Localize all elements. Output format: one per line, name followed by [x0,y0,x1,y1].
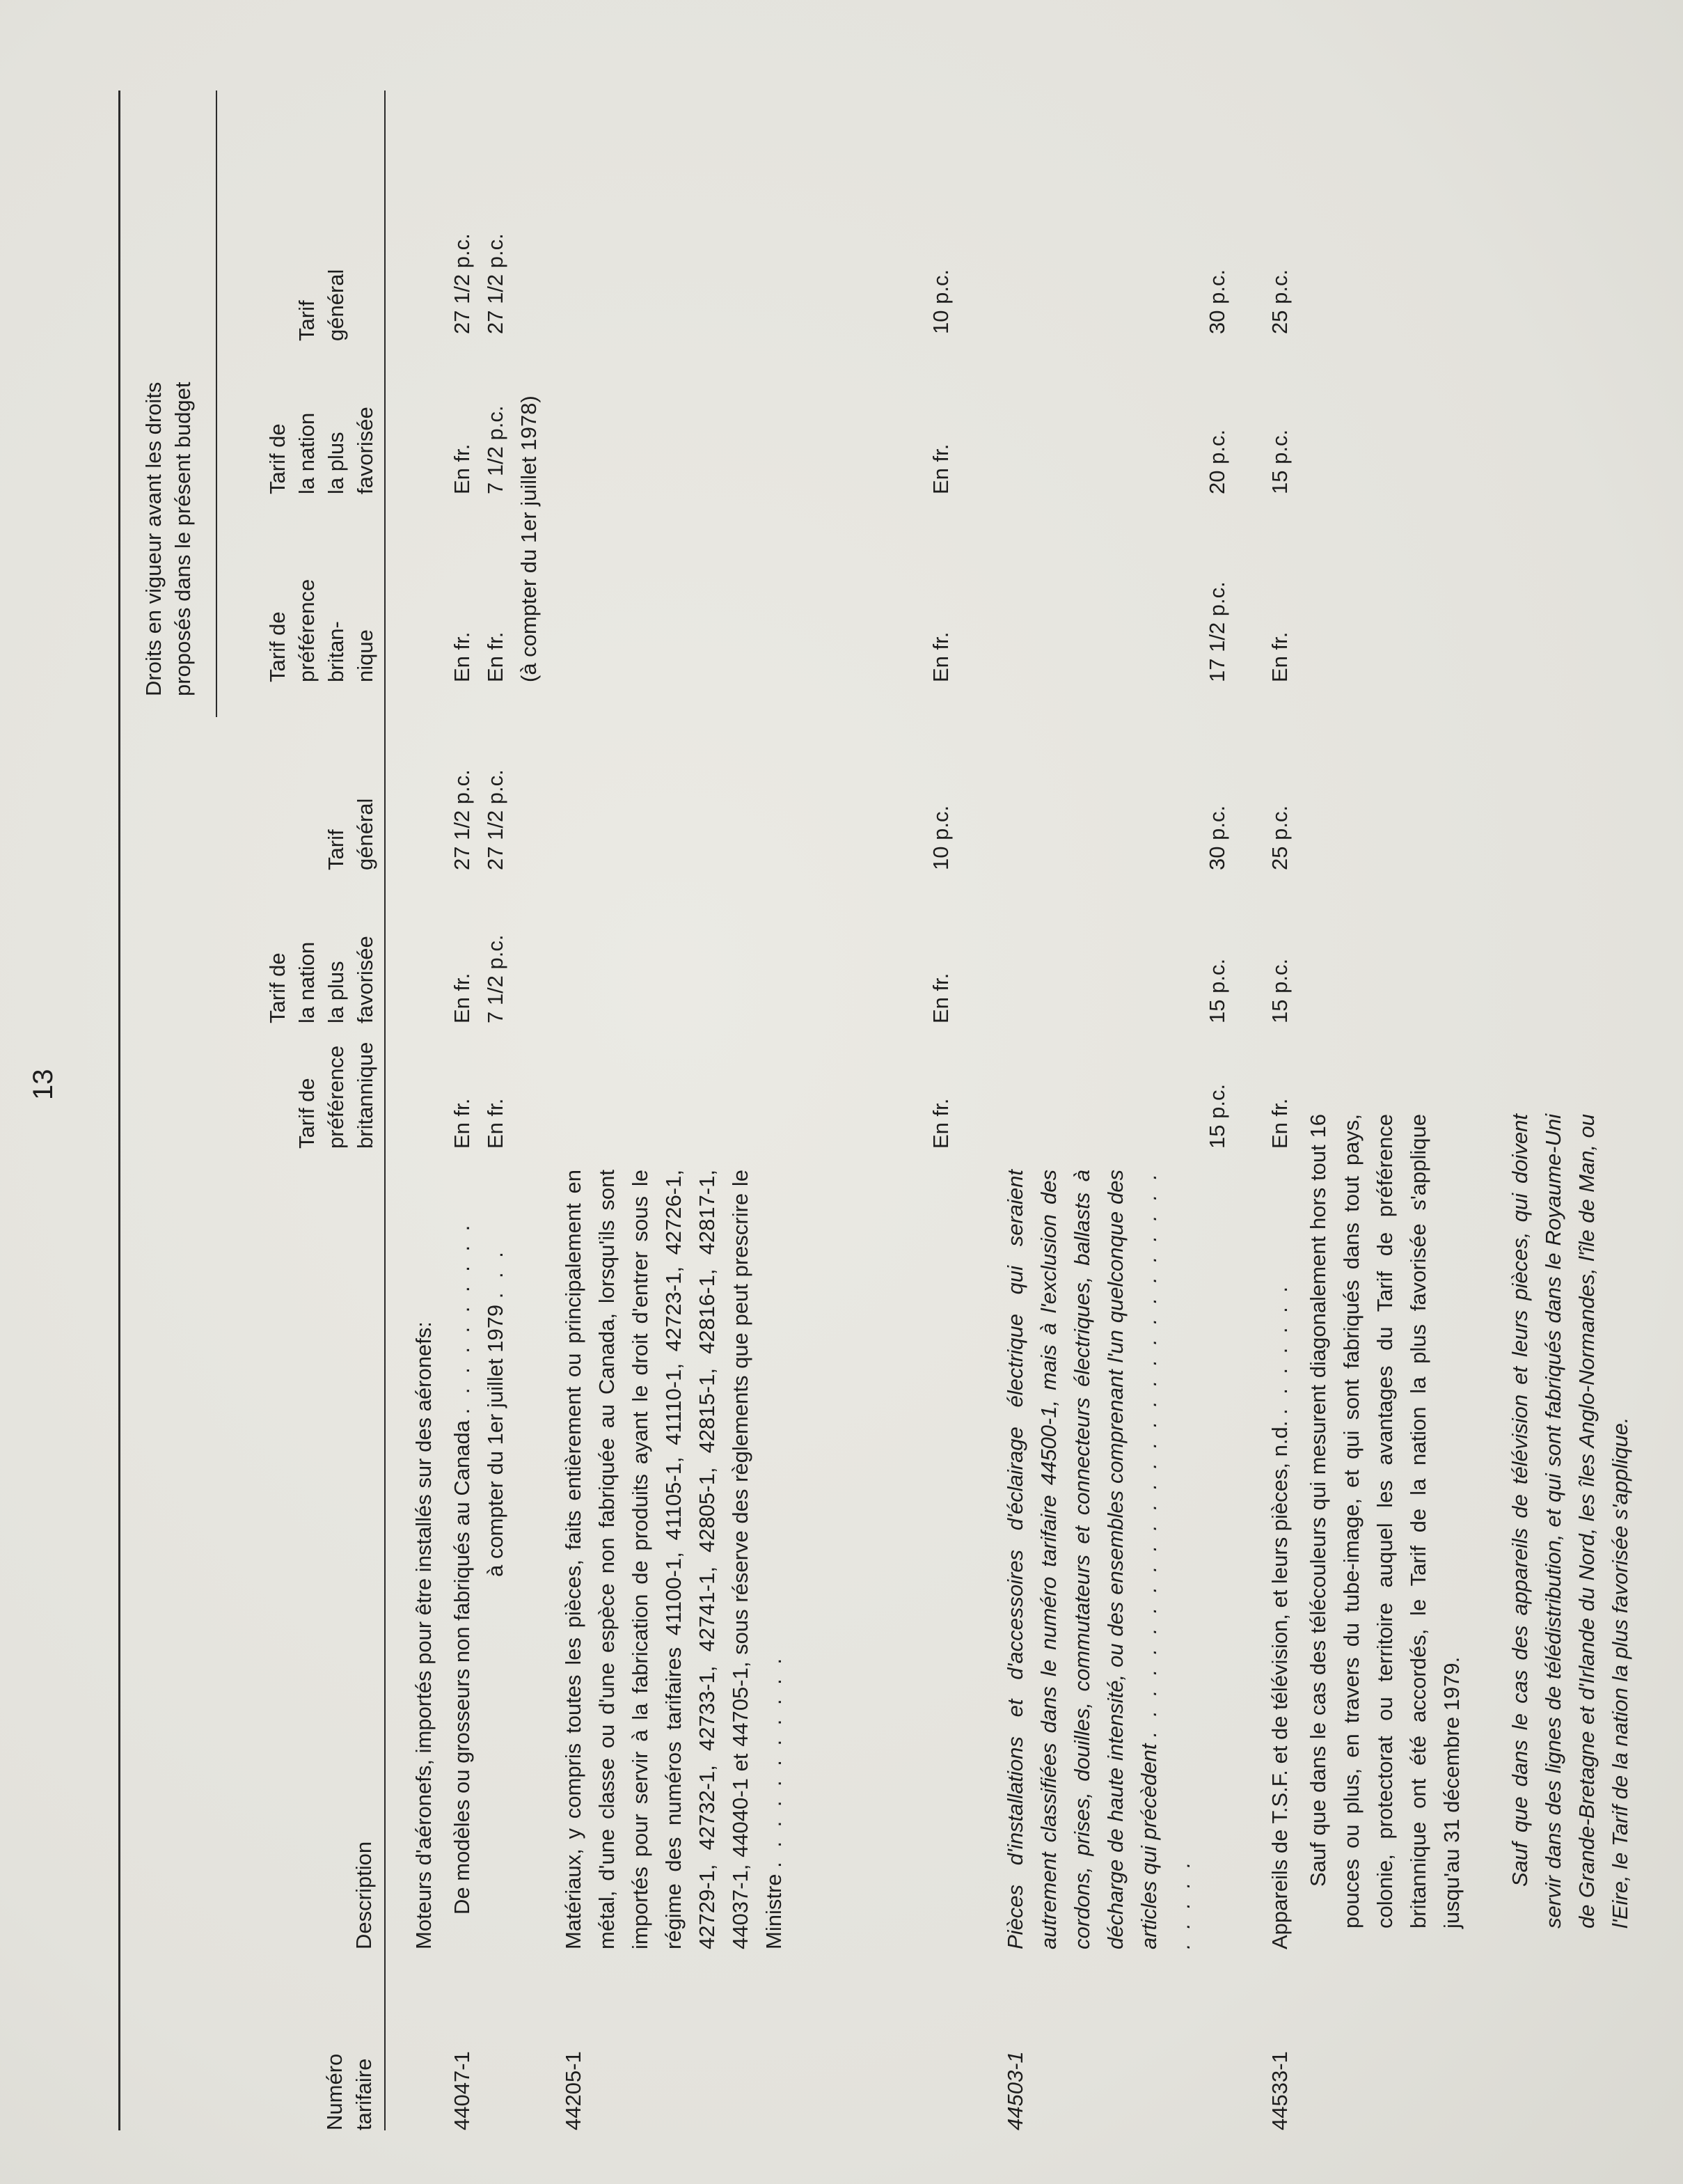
tariff-table [118,91,1632,2130]
row-44503-prev-bpt: 17 1/2 p.c. [1205,581,1229,682]
header-tariff-item-line1: Numéro [322,2053,347,2130]
row-44533-prev-bpt: En fr. [1267,631,1292,682]
header-prev-mfn-line3: la plus [324,432,348,494]
row-44533-desc [1263,1282,1297,1949]
page-number: 13 [28,1069,58,1100]
row-44205-bpt: En fr. [929,1098,953,1149]
row-44503-bpt: 15 p.c. [1205,1083,1229,1149]
row-44047-prev-mfn-2: 7 1/2 p.c. [483,405,507,494]
group-header-line2: proposés dans le présent budget [171,382,195,696]
header-prev-bpt [263,579,380,682]
row-44533-text: Appareils de T.S.F. et de télévision, et leurs pièces, n.d. [1267,1420,1292,1949]
header-bpt-line2: préférence [324,1045,348,1149]
row-44047-prev-gen-1: 27 1/2 p.c. [450,233,474,334]
header-bpt [292,1042,380,1149]
row-44533-prev-mfn: 15 p.c. [1267,429,1292,494]
header-mfn-line2: la nation [294,941,319,1023]
row-44047-line1-text: De modèles ou grosseurs non fabriqués au Canada [450,1420,474,1915]
row-44533-bpt: En fr. [1267,1098,1292,1149]
row-44205-dots: . . . . . . . . . . . [761,1653,786,1868]
row-44047-line1 [445,1221,479,1915]
header-prev-gen-line2: général [324,269,348,341]
row-44205-mfn: En fr. [929,973,953,1023]
row-44047-prev-bpt-1: En fr. [450,631,474,682]
row-44533-prev-gen: 25 p.c. [1267,269,1292,334]
row-44205-prev-bpt: En fr. [929,631,953,682]
row-44047-prev-gen-2: 27 1/2 p.c. [483,233,507,334]
header-gen-line2: général [353,798,377,870]
row-44047-intro: Moteurs d'aéronefs, importés pour être installés sur des aéronefs: [411,1321,436,1949]
header-mfn-line3: la plus [324,961,348,1023]
row-44503-prev-mfn: 20 p.c. [1205,429,1229,494]
header-prev-gen-line1: Tarif [294,300,319,341]
header-mfn-line4: favorisée [353,936,377,1023]
row-44047-bpt-2: En fr. [483,1098,507,1149]
row-44205-text: Matériaux, y compris toutes les pièces, faits entièrement ou principalement en métal, d'une classe ou d'une espèce non fabriquée au Canada, lorsqu'ils sont importés pour servir à la fabrication de produits ayant le droit d'entrer sous le régime des numéros tarifaires 41100-1, 41105-1, 41110-1, 42723-1, 42726-1, 42729-1, 42732-1, 42733-1, 42741-1, 42805-1, 42815-1, 42816-1, 42817-1, 44037-1, 44040-1 et 44705-1, sous réserve des règlements que peut prescrire le Ministre [561,1170,786,1949]
header-prev-bpt-line2: préférence [294,579,319,682]
group-header-line1: Droits en vigueur avant les droits [141,382,166,696]
header-prev-bpt-line3: britan- [324,621,348,682]
header-prev-mfn-line1: Tarif de [265,423,290,494]
row-44047-mfn-2: 7 1/2 p.c. [483,934,507,1023]
header-bpt-line3: britannique [353,1042,377,1149]
row-44533-gen: 25 p.c. [1267,805,1292,870]
row-44047-gen-2: 27 1/2 p.c. [483,769,507,870]
row-44503-mfn: 15 p.c. [1205,958,1229,1023]
row-44205-desc [557,1170,791,1949]
row-44047-gen-1: 27 1/2 p.c. [450,769,474,870]
row-44205-gen: 10 p.c. [929,805,953,870]
header-gen-line1: Tarif [324,829,348,870]
row-44533-dots: . . . . . . . [1267,1282,1292,1415]
header-prev-mfn-line2: la nation [294,412,319,494]
row-44533-tariff: 44533-1 [1267,2051,1292,2130]
row-44047-tariff: 44047-1 [450,2051,474,2130]
row-44503-dots: . . . . . . . . . . . . . . . . . . . . . . . . . . . . . . . . . [1137,1170,1194,1949]
row-44533-note1: Sauf que dans le cas des télécouleurs qui mesurent diagonalement hors tout 16 pouces ou plus, en travers du tube-image, et qui sont fabriqués dans tout pays, colonie, protectorat ou territoire auquel les avantages du Tarif de préférence britannique ont été accordés, le Tarif de la nation la plus favorisée s'applique jusqu'au 31 décembre 1979. [1306,1114,1464,1928]
header-tariff-item-line2: tarifaire [351,2058,376,2130]
row-44047-line2 [479,1248,512,1577]
row-44533-note2: Sauf que dans le cas des appareils de télévision et leurs pièces, qui doivent servir dans des lignes de télédistribution, et qui sont fabriqués dans le Royaume-Uni de Grande-Bretagne et d'Irlande du Nord, les îles Anglo-Normandes, l'île de Man, ou l'Eire, le Tarif de la nation la plus favorisée s'applique. [1508,1114,1632,1928]
header-prev-mfn-line4: favorisée [353,407,377,494]
group-header [139,382,198,696]
row-44533-mfn: 15 p.c. [1267,958,1292,1023]
header-mfn-line1: Tarif de [265,952,290,1023]
header-mfn [263,936,380,1023]
row-44503-desc [999,1170,1199,1949]
header-prev-gen [292,269,351,341]
row-44503-tariff: 44503-1 [1003,2051,1027,2130]
header-description: Description [351,1841,376,1949]
row-44503-text: Pièces d'installations et d'accessoires d'éclairage électrique qui seraient autrement classifiées dans le numéro tarifaire 44500-1, mais à l'exclusion des cordons, prises, douilles, commutateurs et connecteurs électriques, ballasts à décharge de haute intensité, ou des ensembles comprenant l'un quelconque des articles qui précèdent [1003,1170,1161,1949]
row-44205-prev-mfn: En fr. [929,443,953,494]
row-44047-line2-dots: . . . [483,1248,507,1299]
row-44047-prev-note: (à compter du 1er juillet 1978) [516,395,541,682]
row-44503-gen: 30 p.c. [1205,805,1229,870]
header-tariff-item [320,2054,379,2130]
row-44047-line2-text: à compter du 1er juillet 1979 [483,1304,507,1577]
row-44047-prev-mfn-1: En fr. [450,443,474,494]
header-prev-bpt-line4: nique [353,629,377,682]
header-prev-bpt-line1: Tarif de [265,611,290,682]
header-bpt-line1: Tarif de [294,1078,319,1149]
row-44205-tariff: 44205-1 [561,2051,585,2130]
header-rule [384,91,386,2130]
row-44047-line1-dots: . . . . . . . . . . [450,1220,474,1415]
header-prev-mfn [263,407,380,494]
row-44047-prev-bpt-2: En fr. [483,631,507,682]
top-rule [118,91,120,2130]
row-44047-bpt-1: En fr. [450,1098,474,1149]
row-44047-mfn-1: En fr. [450,973,474,1023]
row-44205-prev-gen: 10 p.c. [929,269,953,334]
row-44503-prev-gen: 30 p.c. [1205,269,1229,334]
group-underline [216,91,217,717]
header-gen [322,799,380,870]
